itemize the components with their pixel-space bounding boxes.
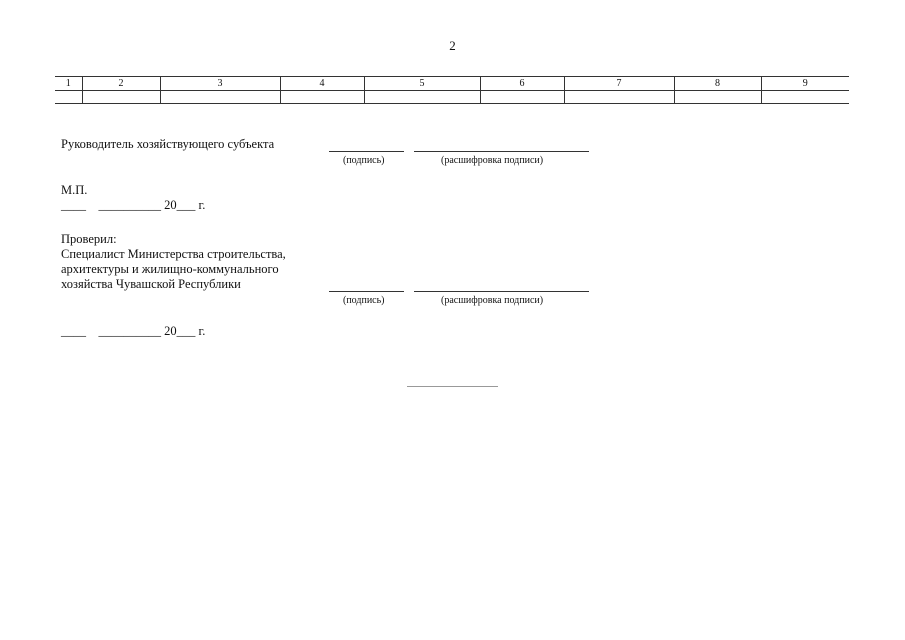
date-line (61, 198, 205, 213)
table-cell (364, 91, 480, 104)
signature-caption: (подпись) (343, 155, 385, 166)
table-row (55, 91, 849, 104)
signature-caption: (подпись) (343, 295, 385, 306)
page-number: 2 (449, 38, 456, 53)
table-header-cell: 9 (761, 77, 849, 91)
date-month-blank: __________ (98, 198, 161, 212)
table-cell (674, 91, 761, 104)
signature-line (329, 291, 404, 292)
date-day-blank: ____ (61, 198, 86, 212)
table-cell (564, 91, 674, 104)
table-header-cell: 4 (280, 77, 364, 91)
head-label: Руководитель хозяйствующего субъекта (61, 137, 275, 151)
table-header-row (55, 77, 849, 91)
table-header-cell: 7 (564, 77, 674, 91)
table-cell (761, 91, 849, 104)
end-separator-line (407, 386, 498, 387)
table-cell (160, 91, 280, 104)
checked-label: Проверил: (61, 232, 117, 246)
table-header-cell: 2 (82, 77, 160, 91)
date-line (61, 324, 205, 339)
specialist-line-1: Специалист Министерства строительства, (61, 247, 286, 261)
signature-decode-caption: (расшифровка подписи) (441, 155, 544, 166)
specialist-line-2: архитектуры и жилищно-коммунального (61, 262, 279, 276)
table-header-cell: 3 (160, 77, 280, 91)
table-cell (480, 91, 564, 104)
specialist-line-3: хозяйства Чувашской Республики (61, 277, 241, 291)
data-table (55, 76, 849, 104)
table-header-cell: 6 (480, 77, 564, 91)
date-month-blank: __________ (98, 324, 161, 338)
date-year: 20___ (164, 198, 196, 212)
date-year: 20___ (164, 324, 196, 338)
signature-decode-line (414, 291, 589, 292)
table-cell (280, 91, 364, 104)
signature-line (329, 151, 404, 152)
signature-decode-line (414, 151, 589, 152)
date-day-blank: ____ (61, 324, 86, 338)
signature-decode-caption: (расшифровка подписи) (441, 295, 544, 306)
table-header-cell: 8 (674, 77, 761, 91)
table-cell (82, 91, 160, 104)
table-cell (55, 91, 82, 104)
date-suffix: г. (198, 198, 206, 212)
stamp-label: М.П. (61, 183, 88, 197)
date-suffix: г. (198, 324, 206, 338)
table-header-cell: 1 (55, 77, 82, 91)
table-header-cell: 5 (364, 77, 480, 91)
